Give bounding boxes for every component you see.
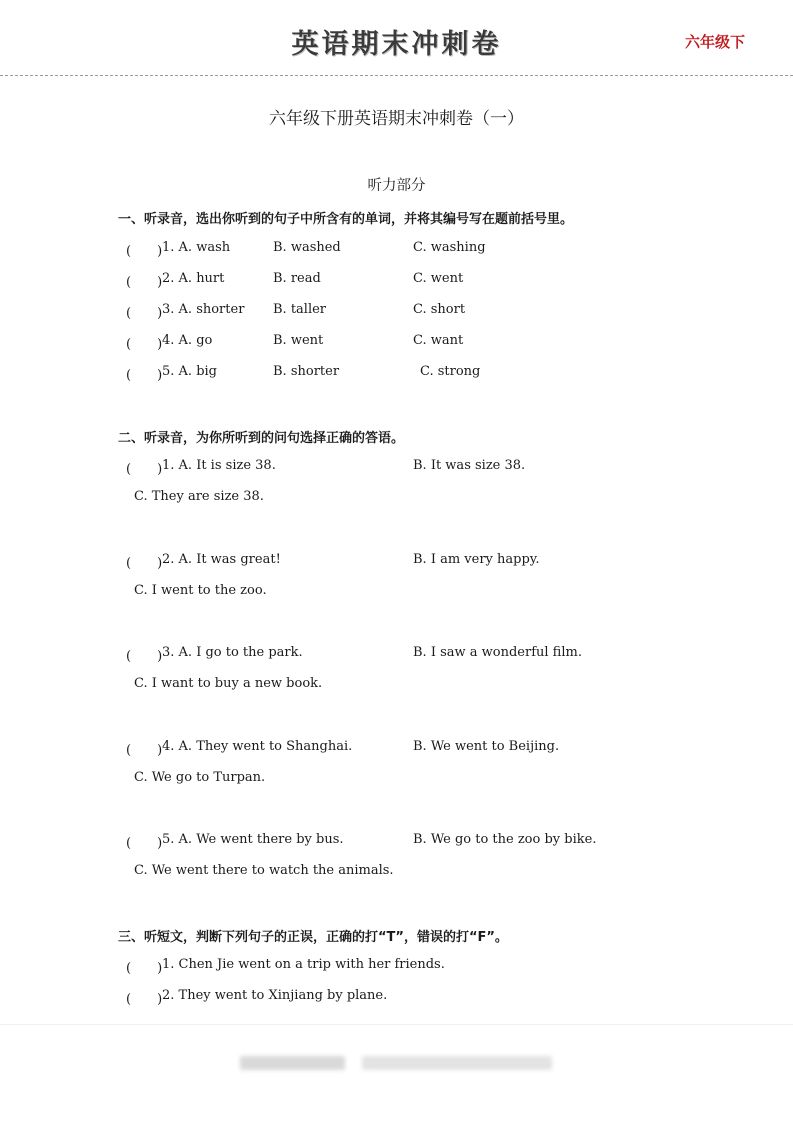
part2-instruction: 二、听录音，为你所听到的问句选择正确的答语。 xyxy=(118,431,405,446)
answer-paren[interactable]: ( ) xyxy=(126,462,163,477)
option-a: 3. A. I go to the park. xyxy=(162,645,303,660)
option-a: 3. A. shorter xyxy=(162,302,245,317)
option-b: B. I am very happy. xyxy=(413,552,540,567)
option-c: C. We went there to watch the animals. xyxy=(134,863,394,878)
option-a: 5. A. big xyxy=(162,364,217,379)
answer-paren[interactable]: ( ) xyxy=(126,275,163,290)
option-c: C. They are size 38. xyxy=(134,489,264,504)
option-a: 2. A. It was great! xyxy=(162,552,281,567)
grade-tag: 六年级下 xyxy=(685,33,746,51)
option-c: C. short xyxy=(413,302,466,317)
part3-instruction: 三、听短文，判断下列句子的正误，正确的打“T”，错误的打“F”。 xyxy=(118,930,508,945)
option-b: B. shorter xyxy=(273,364,340,379)
option-b: B. We go to the zoo by bike. xyxy=(413,832,597,847)
answer-paren[interactable]: ( ) xyxy=(126,337,163,352)
option-c: C. I went to the zoo. xyxy=(134,583,267,598)
header-title: 英语期末冲刺卷 xyxy=(291,29,502,60)
answer-paren[interactable]: ( ) xyxy=(126,556,163,571)
answer-paren[interactable]: ( ) xyxy=(126,836,163,851)
footer-divider xyxy=(0,1024,793,1025)
option-c: C. went xyxy=(413,271,464,286)
option-a: 1. A. wash xyxy=(162,240,231,255)
option-a: 1. A. It is size 38. xyxy=(162,458,276,473)
option-b: B. went xyxy=(273,333,324,348)
option-a: 5. A. We went there by bus. xyxy=(162,832,344,847)
option-a: 4. A. They went to Shanghai. xyxy=(162,739,353,754)
option-c: C. washing xyxy=(413,240,486,255)
option-b: B. It was size 38. xyxy=(413,458,526,473)
answer-paren[interactable]: ( ) xyxy=(126,306,163,321)
option-c: C. I want to buy a new book. xyxy=(134,676,323,691)
option-b: B. I saw a wonderful film. xyxy=(413,645,582,660)
option-c: C. We go to Turpan. xyxy=(134,770,266,785)
option-a: 4. A. go xyxy=(162,333,213,348)
answer-paren[interactable]: ( ) xyxy=(126,368,163,383)
option-c: C. strong xyxy=(420,364,481,379)
answer-paren[interactable]: ( ) xyxy=(126,961,163,976)
option-b: B. taller xyxy=(273,302,327,317)
header-divider xyxy=(0,75,793,76)
answer-paren[interactable]: ( ) xyxy=(126,743,163,758)
statement-text: 1. Chen Jie went on a trip with her friends. xyxy=(162,957,445,972)
option-c: C. want xyxy=(413,333,464,348)
statement-text: 2. They went to Xinjiang by plane. xyxy=(162,988,388,1003)
part1-instruction: 一、听录音，选出你听到的句子中所含有的单词，并将其编号写在题前括号里。 xyxy=(118,212,574,227)
answer-paren[interactable]: ( ) xyxy=(126,244,163,259)
option-b: B. washed xyxy=(273,240,341,255)
footer-blurred-watermark xyxy=(240,1056,345,1070)
footer-blurred-watermark xyxy=(362,1056,552,1070)
option-b: B. read xyxy=(273,271,321,286)
document-title: 六年级下册英语期末冲刺卷（一） xyxy=(269,109,524,129)
option-b: B. We went to Beijing. xyxy=(413,739,560,754)
option-a: 2. A. hurt xyxy=(162,271,225,286)
answer-paren[interactable]: ( ) xyxy=(126,649,163,664)
answer-paren[interactable]: ( ) xyxy=(126,992,163,1007)
section-heading: 听力部分 xyxy=(367,178,426,194)
